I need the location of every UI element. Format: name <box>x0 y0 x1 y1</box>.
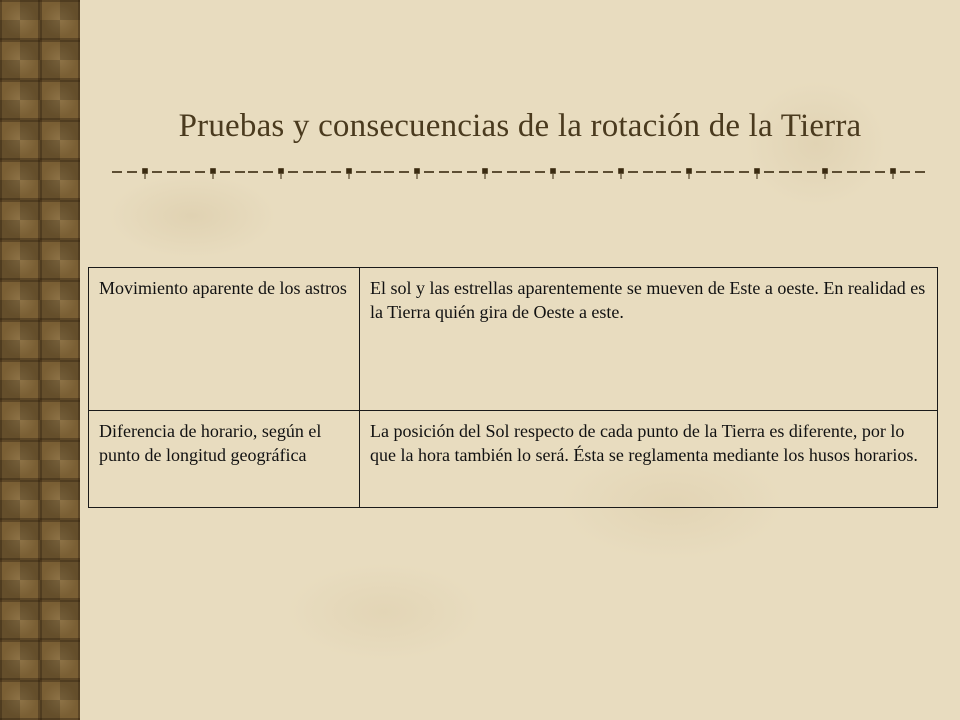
row-text: La posición del Sol respecto de cada punto de la Tierra es diferente, por lo que la hora también lo será. Ésta se reglamenta mediante los husos horarios. <box>360 411 938 508</box>
row-text: El sol y las estrellas aparentemente se mueven de Este a oeste. En realidad es la Tierra quién gira de Oeste a este. <box>360 268 938 411</box>
content-table <box>88 267 938 508</box>
table-row <box>89 411 938 508</box>
table-row <box>89 268 938 411</box>
row-label: Movimiento aparente de los astros <box>89 268 360 411</box>
decorative-side-band <box>0 0 80 720</box>
slide-title: Pruebas y consecuencias de la rotación de la Tierra <box>178 108 862 144</box>
row-label: Diferencia de horario, según el punto de longitud geográfica <box>89 411 360 508</box>
decorative-divider <box>112 164 932 180</box>
